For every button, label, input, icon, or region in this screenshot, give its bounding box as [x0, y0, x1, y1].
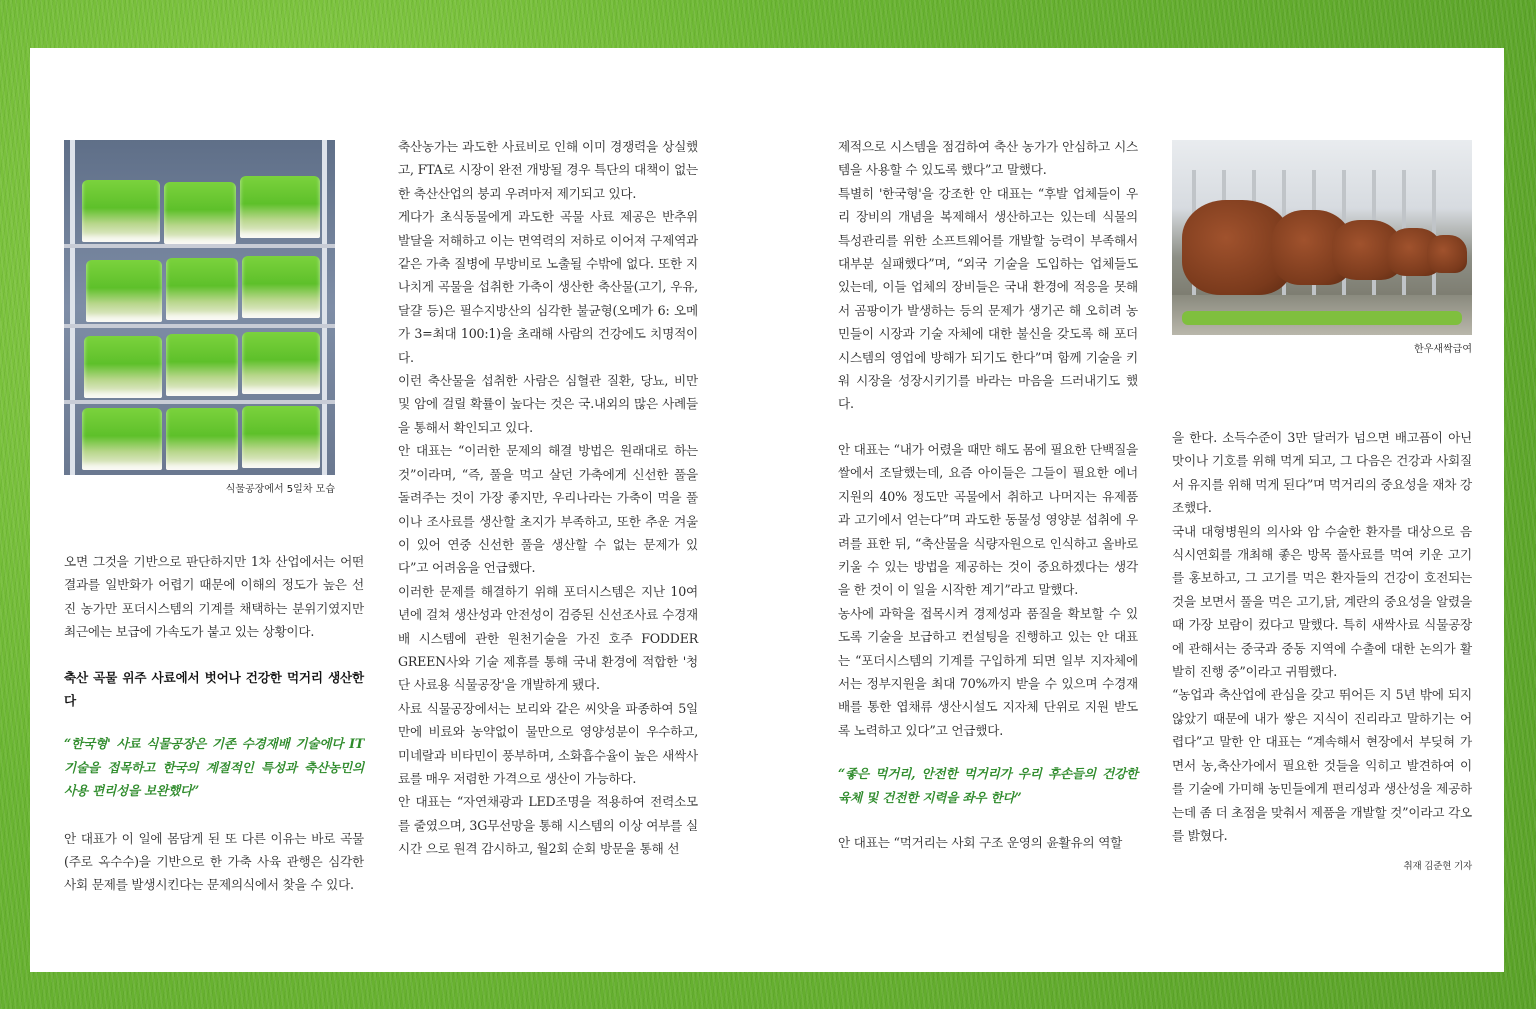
sprout-tray — [164, 182, 236, 244]
cow — [1427, 235, 1467, 273]
sprout-tray — [166, 258, 238, 320]
paragraph: 안 대표가 이 일에 몸담게 된 또 다른 이유는 바로 곡물(주로 옥수수)을 기반으로 한 가축 사육 관행은 심각한 사회 문제를 발생시킨다는 문제의식에서 찾을 수 있다. — [64, 830, 364, 893]
rack-post — [322, 140, 327, 475]
photo1-caption: 식물공장에서 5일차 모습 — [225, 484, 335, 495]
sprout-tray — [242, 332, 320, 394]
column-3 — [838, 135, 1138, 854]
byline: 취재 김준현 기자 — [1403, 861, 1472, 873]
column-2 — [398, 135, 698, 861]
sprout-tray — [242, 406, 320, 468]
cattle-feeding-photo — [1172, 140, 1472, 335]
column-4 — [1172, 426, 1472, 879]
paragraph: 이러한 문제를 해결하기 위해 포더시스템은 지난 10여년에 걸쳐 생산성과 안전성이 검증된 신선조사료 수경재배 시스템에 관한 원천기술을 가진 호주 FODDER GREEN사와 기술 제휴를 통해 국내 환경에 적합한 '청단 사료용 식물공장'을 개발하게 됐다. — [398, 583, 698, 693]
paragraph: 이런 축산물을 섭취한 사람은 심혈관 질환, 당뇨, 비만 및 암에 걸릴 확률이 높다는 것은 국.내외의 많은 사례들을 통해서 확인되고 있다. — [398, 373, 698, 435]
sprout-tray — [166, 408, 238, 470]
column-1 — [64, 550, 364, 897]
paragraph: 국내 대형병원의 의사와 암 수술한 환자를 대상으로 음식시연회를 개최해 좋은 방목 풀사료를 먹여 키운 고기를 홍보하고, 그 고기를 먹은 환자들의 건강이 호전되는 것을 보면서 풀을 먹은 고기,닭, 계란의 중요성을 알렸을 때 가장 보람이 컸다고 말했다. 특히 새싹사료 식물공장에 관해서는 중국과 중동 지역에 수출에 대한 논의가 활발히 진행 중”이라고 귀띔했다. — [1172, 523, 1472, 680]
rack-post — [70, 140, 75, 475]
sprout-tray — [86, 260, 162, 322]
paragraph: 특별히 '한국형'을 강조한 안 대표는 “후발 업체들이 우리 장비의 개념을 복제해서 생산하고는 있는데 식물의 특성관리를 위한 소프트웨어를 개발할 능력이 부족해서 대부분 실패했다”며, “외국 기술을 도입하는 업체들도 있는데, 이들 업체의 장비들은 국내 환경에 적응을 못해서 곰팡이가 발생하는 등의 문제가 생기곤 해 오히려 농민들이 시장과 기술 자체에 대한 불신을 갖도록 해 포더시스템의 영업에 방해가 되기도 한다”며 함께 기술을 키워 시장을 성장시키기를 바라는 마음을 드러내기도 했다. — [838, 185, 1138, 412]
sprout-tray — [82, 180, 160, 242]
paragraph: 사료 식물공장에서는 보리와 같은 씨앗을 파종하여 5일만에 비료와 농약없이 물만으로 영양성분이 우수하고, 미네랄과 비타민이 풍부하며, 소화흡수율이 높은 새싹사료를 매우 저렴한 가격으로 생산이 가능하다. — [398, 700, 698, 786]
paragraph: 축산농가는 과도한 사료비로 인해 이미 경쟁력을 상실했고, FTA로 시장이 완전 개방될 경우 특단의 대책이 없는 한 축산산업의 붕괴 우려마저 제기되고 있다. — [398, 139, 698, 201]
paragraph: 안 대표는 “먹거리는 사회 구조 운영의 윤활유의 역할 — [838, 834, 1123, 850]
rack-shelf — [64, 324, 335, 328]
paragraph: 을 한다. 소득수준이 3만 달러가 넘으면 배고픔이 아닌 맛이나 기호를 위해 먹게 되고, 그 다음은 건강과 사회질서 유지를 위해 먹게 된다”며 먹거리의 중요성을 재차 강조했다. — [1172, 430, 1472, 516]
plant-factory-photo — [64, 140, 335, 475]
paragraph: 농사에 과학을 접목시켜 경제성과 품질을 확보할 수 있도록 기술을 보급하고 컨설팅을 진행하고 있는 안 대표는 “포더시스템의 기계를 구입하게 되면 일부 지자체에서는 정부지원을 최대 70%까지 받을 수 있으며 수경재배를 통한 엽채류 생산시설도 지자체 단위로 지원 받도록 노력하고 있다”고 언급했다. — [838, 605, 1138, 738]
paragraph: 오면 그것을 기반으로 판단하지만 1차 산업에서는 어떤 결과를 일반화가 어렵기 때문에 이해의 정도가 높은 선진 농가만 포더시스템의 기계를 채택하는 분위기였지만 최근에는 보급에 가속도가 붙고 있는 상황이다. — [64, 554, 364, 640]
paragraph: 게다가 초식동물에게 과도한 곡물 사료 제공은 반추위 발달을 저해하고 이는 면역력의 저하로 이어져 구제역과 같은 가축 질병에 무방비로 노출될 수밖에 없다. 또한 지나치게 곡물을 섭취한 가축이 생산한 축산물(고기, 우유, 달걀 등)은 필수지방산의 심각한 불균형(오메가 6: 오메가 3=최대 100:1)을 초래해 사람의 건강에도 치명적이다. — [398, 209, 698, 365]
magazine-spread — [30, 48, 1504, 972]
pull-quote: “한국형' 사료 식물공장은 기존 수경재배 기술에다 IT기술을 접목하고 한국의 계절적인 특성과 축산농민의 사용 편리성을 보완했다” — [64, 736, 364, 799]
paragraph: 제적으로 시스템을 점검하여 축산 농가가 안심하고 시스템을 사용할 수 있도록 했다”고 말했다. — [838, 139, 1138, 178]
sprout-tray — [240, 176, 320, 238]
photo2-caption: 한우새싹급여 — [1414, 344, 1472, 355]
section-subhead: 축산 곡물 위주 사료에서 벗어나 건강한 먹거리 생산한다 — [64, 669, 364, 709]
paragraph: “농업과 축산업에 관심을 갖고 뛰어든 지 5년 밖에 되지 않았기 때문에 내가 쌓은 지식이 진리라고 말하기는 어렵다”고 말한 안 대표는 “계속해서 현장에서 부딪혀 가면서 농,축산가에서 필요한 것들을 익히고 발견하여 이를 기술에 가미해 농민들에게 편리성과 생산성을 제공하는데 좀 더 초점을 맞춰서 제품을 개발할 것”이라고 각오를 밝혔다. — [1172, 687, 1472, 843]
sprout-feed — [1182, 311, 1462, 325]
sprout-tray — [242, 256, 320, 318]
sprout-tray — [166, 334, 238, 396]
sprout-tray — [82, 408, 162, 470]
rack-shelf — [64, 244, 335, 248]
pull-quote: “좋은 먹거리, 안전한 먹거리가 우리 후손들의 건강한 육체 및 건전한 지력을 좌우 한다” — [838, 766, 1138, 805]
sprout-tray — [84, 336, 162, 398]
paragraph: 안 대표는 “자연채광과 LED조명을 적용하여 전력소모를 줄였으며, 3G무선망을 통해 시스템의 이상 여부를 실시간 으로 원격 감시하고, 월2회 순회 방문을 통해 선 — [398, 794, 698, 857]
rack-shelf — [64, 400, 335, 404]
paragraph: 안 대표는 “내가 어렸을 때만 해도 몸에 필요한 단백질을 쌀에서 조달했는데, 요즘 아이들은 그들이 필요한 에너지원의 40% 정도만 곡물에서 취하고 나머지는 유제품과 고기에서 얻는다”며 과도한 동물성 영양분 섭취에 우려를 표한 뒤, “축산물을 식량자원으로 인식하고 올바로 키울 수 있는 방법을 제공하는 것이 중요하겠다는 생각을 한 것이 이 일을 시작한 계기”라고 말했다. — [838, 441, 1138, 598]
paragraph: 안 대표는 “이러한 문제의 해결 방법은 원래대로 하는 것”이라며, “즉, 풀을 먹고 살던 가축에게 신선한 풀을 돌려주는 것이 가장 좋지만, 우리나라는 가축이 먹을 풀이나 조사료를 생산할 초지가 부족하고, 또한 추운 겨울이 있어 연중 신선한 풀을 생산할 수 없는 문제가 있다”고 어려움을 언급했다. — [398, 443, 698, 576]
